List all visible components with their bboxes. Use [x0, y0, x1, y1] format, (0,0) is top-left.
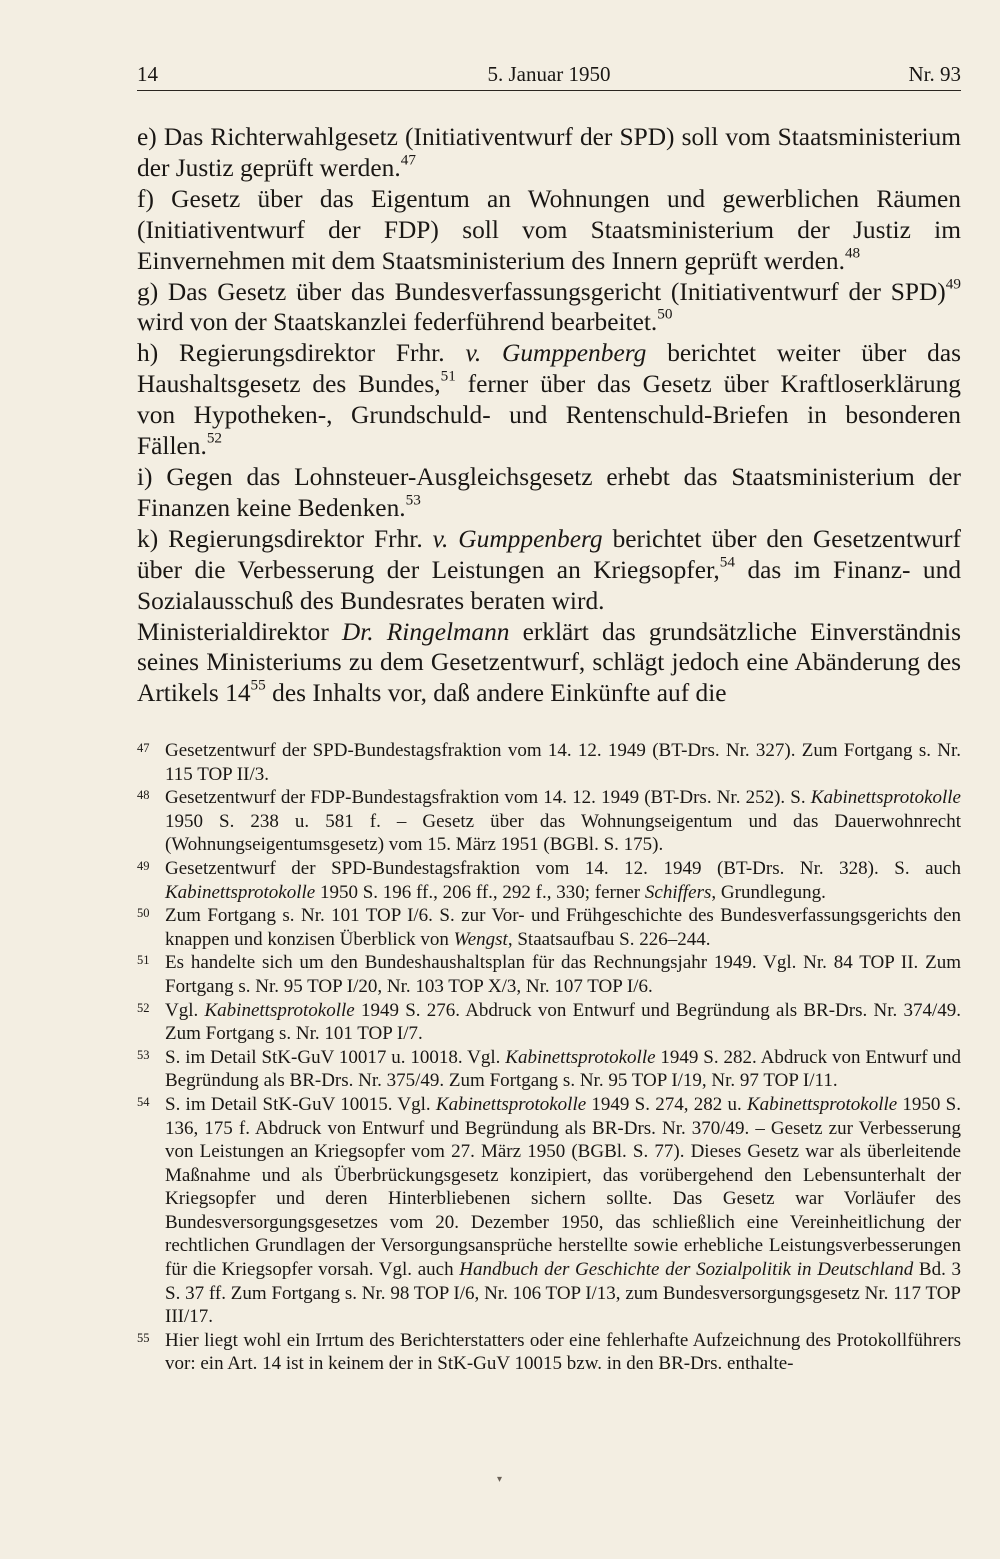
- footnote-number: 48: [137, 788, 150, 803]
- paragraph: [137, 122, 961, 184]
- footnote-reference: 55: [250, 676, 266, 694]
- italic-name: Dr. Ringelmann: [341, 617, 510, 646]
- text-run: erklärt das grundsätzliche Einverständnis seines Ministeriums zu dem Gesetzentwurf, schlägt jedoch eine Abänderung des Artikels 14: [137, 617, 961, 708]
- italic-name: Wengst: [453, 928, 508, 950]
- text-run: 1949 S. 282. Abdruck von Entwurf und Begründung als BR-Drs. Nr. 375/49. Zum Fortgang s. Nr. 95 TOP I/19, Nr. 97 TOP I/11.: [165, 1046, 961, 1092]
- text-run: g) Das Gesetz über das Bundesverfassungsgericht (Initiativentwurf der SPD): [137, 277, 946, 306]
- main-text: [137, 122, 961, 709]
- footnote: [137, 1329, 961, 1376]
- text-run: f) Gesetz über das Eigentum an Wohnungen und gewerblichen Räumen (Initiativentwurf der FDP) soll vom Staatsministerium der Justiz im Einvernehmen mit dem Staatsministerium des Innern geprüft werden.: [137, 184, 961, 275]
- footnote-reference: 52: [206, 429, 223, 447]
- footnote-number: 47: [137, 741, 150, 755]
- footnote: [137, 1046, 961, 1093]
- paragraph: [137, 524, 961, 617]
- footnotes: [137, 739, 961, 1376]
- text-run: wird von der Staatskanzlei federführend bearbeitet.: [137, 308, 658, 337]
- footnote-reference: 47: [400, 151, 416, 169]
- footnote: [137, 1093, 961, 1329]
- footnote: [137, 999, 961, 1046]
- text-run: des Inhalts vor, daß andere Einkünfte auf die: [265, 679, 727, 708]
- footnote-number: 54: [137, 1094, 150, 1109]
- text-run: i) Gegen das Lohnsteuer-Ausgleichsgesetz erhebt das Staatsministerium der Finanzen keine Bedenken.: [137, 462, 961, 522]
- text-run: , Grundlegung.: [711, 881, 826, 903]
- text-run: Gesetzentwurf der FDP-Bundestagsfraktion vom 14. 12. 1949 (BT-Drs. Nr. 252). S.: [165, 787, 811, 809]
- text-run: Ministerialdirektor: [137, 617, 342, 646]
- footnote-reference: 48: [844, 244, 861, 262]
- footnote-reference: 51: [440, 367, 456, 385]
- footnote-number: 55: [137, 1330, 150, 1345]
- text-run: k) Regierungsdirektor Frhr.: [137, 524, 433, 553]
- paragraph: [137, 184, 961, 277]
- italic-name: Kabinettsprotokolle: [435, 1093, 587, 1115]
- italic-name: Kabinettsprotokolle: [204, 999, 355, 1021]
- footnote-number: 53: [137, 1047, 150, 1062]
- page-mark: ▾: [497, 1474, 503, 1485]
- italic-name: Kabinettsprotokolle: [505, 1046, 656, 1068]
- italic-name: v. Gumppenberg: [432, 524, 603, 553]
- italic-name: Kabinettsprotokolle: [810, 787, 961, 809]
- footnote-reference: 50: [657, 306, 673, 324]
- text-run: S. im Detail StK-GuV 10015. Vgl.: [165, 1093, 436, 1115]
- text-run: berichtet weiter über das Haushaltsgesetz des Bundes,: [137, 339, 962, 399]
- header-date: 5. Januar 1950: [487, 62, 611, 86]
- text-run: Zum Fortgang s. Nr. 101 TOP I/6. S. zur Vor- und Frühgeschichte des Bundesverfassungsgerichts den knappen und konzisen Überblick von: [165, 905, 961, 950]
- page-number: 14: [137, 62, 158, 86]
- text-run: 1950 S. 238 u. 581 f. – Gesetz über das Wohnungseigentum und das Dauerwohnrecht (Wohnungseigentumsgesetz) vom 15. März 1951 (BGBl. S. 175).: [165, 810, 961, 856]
- paragraph: [137, 277, 961, 339]
- document-number: Nr. 93: [908, 62, 961, 86]
- text-run: Vgl.: [165, 999, 205, 1021]
- footnote: [137, 904, 961, 951]
- text-run: berichtet über den Gesetzentwurf über die Verbesserung der Leistungen an Kriegsopfer,: [137, 524, 962, 584]
- italic-name: Handbuch der Geschichte der Sozialpolitik in Deutschland: [459, 1259, 914, 1281]
- text-run: 1950 S. 196 ff., 206 ff., 292 f., 330; ferner: [315, 881, 645, 903]
- running-header: [137, 58, 961, 91]
- footnote-number: 51: [137, 953, 150, 968]
- italic-name: Schiffers: [644, 881, 712, 903]
- text-run: Gesetzentwurf der SPD-Bundestagsfraktion vom 14. 12. 1949 (BT-Drs. Nr. 328). S. auch: [165, 857, 961, 879]
- paragraph: [137, 462, 961, 524]
- text-run: 1949 S. 274, 282 u.: [586, 1093, 747, 1115]
- text-run: h) Regierungsdirektor Frhr.: [137, 339, 466, 368]
- italic-name: Kabinettsprotokolle: [165, 881, 316, 903]
- text-run: das im Finanz- und Sozialausschuß des Bundesrates beraten wird.: [137, 555, 962, 615]
- footnote-reference: 53: [405, 491, 421, 509]
- footnote: [137, 739, 961, 786]
- footnote: [137, 786, 961, 857]
- paragraph: [137, 338, 961, 462]
- paragraph: [137, 617, 961, 710]
- italic-name: v. Gumppenberg: [465, 339, 647, 368]
- text-run: Gesetzentwurf der SPD-Bundestagsfraktion vom 14. 12. 1949 (BT-Drs. Nr. 327). Zum Fortgang s. Nr. 115 TOP II/3.: [165, 740, 961, 785]
- text-run: Hier liegt wohl ein Irrtum des Berichterstatters oder eine fehlerhafte Aufzeichnung des Protokollführers vor: ein Art. 14 ist in keinem der in StK-GuV 10015 bzw. in den BR-Drs. enthalte-: [165, 1329, 961, 1375]
- footnote: [137, 857, 961, 904]
- footnote-number: 50: [137, 906, 150, 921]
- text-run: 1949 S. 276. Abdruck von Entwurf und Begründung als BR-Drs. Nr. 374/49. Zum Fortgang s. Nr. 101 TOP I/7.: [165, 999, 962, 1045]
- text-run: ferner über das Gesetz über Kraftloserklärung von Hypotheken-, Grundschuld- und Rentenschuld-Briefen in besonderen Fällen.: [137, 370, 961, 461]
- text-run: , Staatsaufbau S. 226–244.: [507, 928, 711, 950]
- text-run: e) Das Richterwahlgesetz (Initiativentwurf der SPD) soll vom Staatsministerium der Justiz geprüft werden.: [137, 123, 961, 182]
- text-run: 1950 S. 136, 175 f. Abdruck von Entwurf und Begründung als BR-Drs. Nr. 370/49. – Gesetz zur Verbesserung von Leistungen an Kriegsopfer vom 27. März 1950 (BGBl. S. 77). Dieses Gesetz war als überleitende Maßnahme und als Überbrückungsgesetz konzipiert, das vorübergehend den Lebensunterhalt der Kriegsopfer und deren Hinterbliebenen sichern sollte. Das Gesetz war Vorläufer des Bundesversorgungsgesetzes vom 20. Dezember 1950, das schließlich eine Vereinheitlichung der rechtlichen Grundlagen der Versorgungsansprüche herstellte sowie erhebliche Leistungsverbesserungen für die Kriegsopfer vorsah. Vgl. auch: [165, 1093, 961, 1281]
- text-run: Es handelte sich um den Bundeshaushaltsplan für das Rechnungsjahr 1949. Vgl. Nr. 84 TOP II. Zum Fortgang s. Nr. 95 TOP I/20, Nr. 103 TOP X/3, Nr. 107 TOP I/6.: [165, 952, 961, 997]
- footnote-reference: 49: [945, 275, 961, 293]
- italic-name: Kabinettsprotokolle: [746, 1093, 898, 1115]
- footnote-number: 52: [137, 1000, 150, 1015]
- footnote-number: 49: [137, 858, 150, 873]
- text-run: S. im Detail StK-GuV 10017 u. 10018. Vgl.: [165, 1046, 506, 1068]
- footnote: [137, 951, 961, 998]
- footnote-reference: 54: [719, 553, 736, 571]
- text-run: Bd. 3 S. 37 ff. Zum Fortgang s. Nr. 98 TOP I/6, Nr. 106 TOP I/13, zum Bundesversorgungsgesetz Nr. 117 TOP III/17.: [165, 1259, 961, 1328]
